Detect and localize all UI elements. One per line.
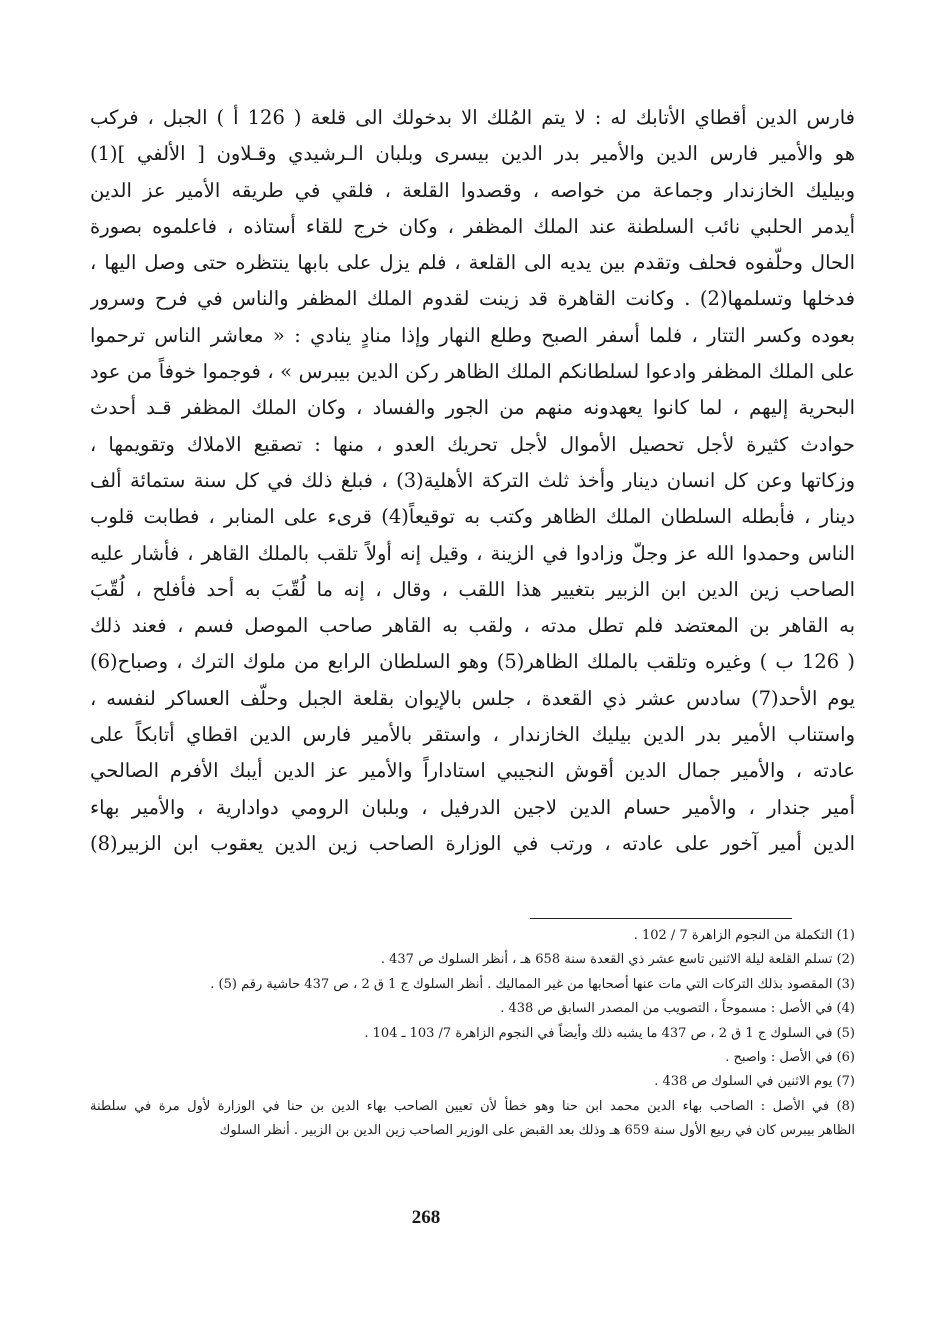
text-line: الحال وحلّفوه فحلف وتقدم بين يديه الى القلعة ، فلم يزل على بابها ينتظره حتى وصل اليها ، — [90, 251, 855, 275]
text-line: ( 126 ب ) وغيره وتلقب بالملك الظاهر(5) وهو السلطان الرابع من ملوك الترك ، وصباح(6) — [90, 650, 855, 674]
footnote-continuation: الظاهر بيبرس كان في ربيع الأول سنة 659 هـ وذلك بعد القبض على الوزير الصاحب زين الدين بن الزبير . أنظر السلوك — [219, 1123, 855, 1139]
page-number: 268 — [411, 1207, 441, 1228]
footnote: (7) يوم الاثنين في السلوك ص 438 . — [654, 1074, 855, 1090]
footnote: (8) في الأصل : الصاحب بهاء الدين محمد ابن حنا وهو خطأ لأن تعيين الصاحب بهاء الدين بن حنا في الوزارة لأول مرة في سلطنة — [90, 1098, 855, 1114]
text-line: فدخلها وتسلمها(2) . وكانت القاهرة قد زينت لقدوم الملك المظفر والناس في فرح وسرور — [90, 287, 855, 311]
text-line: على الملك المظفر وادعوا لسلطانكم الملك الظاهر ركن الدين بيبرس » ، فوجموا خوفاً من عود — [90, 360, 855, 384]
footnote: (6) في الأصل : واصبح . — [725, 1049, 855, 1065]
main-text — [90, 100, 855, 862]
text-line: واستناب الأمير بدر الدين بيليك الخازندار ، واستقر بالأمير فارس الدين اقطاي أتابكاً على — [90, 723, 855, 747]
text-line: فارس الدين أقطاي الأتابك له : لا يتم المُلك الا بدخولك الى قلعة ( 126 أ ) الجبل ، فركب — [90, 106, 855, 129]
text-line: الناس وحمدوا الله عز وجلّ وزادوا في الزينة ، وقيل إنه أولاً تلقب بالملك القاهر ، فأشار عليه — [90, 541, 855, 565]
text-line: دينار ، فأبطله السلطان الملك الظاهر وكتب به توقيعاً(4) قرىء على المنابر ، فطابت قلوب — [90, 505, 855, 529]
text-line: وبيليك الخازندار وجماعة من خواصه ، وقصدوا القلعة ، فلقي في طريقه الأمير عز الدين — [90, 178, 855, 202]
footnote: (5) في السلوك ج 1 ق 2 ، ص 437 ما يشبه ذلك وأيضاً في النجوم الزاهرة 7/ 103 ـ 104 . — [364, 1025, 855, 1041]
footnote: (2) تسلم القلعة ليلة الاثنين تاسع عشر ذي القعدة سنة 658 هـ ، أنظر السلوك ص 437 . — [380, 952, 855, 968]
text-line: حوادث كثيرة لأجل تحصيل الأموال لأجل تحريك العدو ، منها : تصقيع الاملاك وتقويمها ، — [90, 432, 855, 456]
footnote: (3) المقصود بذلك التركات التي مات عنها أصحابها من غير المماليك . أنظر السلوك ج 1 ق 2 ، ص 437 حاشية رقم (5) . — [210, 976, 855, 992]
text-line: به القاهر بن المعتضد فلم تطل مدته ، ولقب به القاهر صاحب الموصل فسم ، فعند ذلك — [90, 614, 855, 638]
text-line: عادته ، والأمير جمال الدين أقوش النجيبي استاداراً والأمير عز الدين أيبك الأفرم الصالحي — [90, 759, 855, 783]
text-line: البحرية إليهم ، لما كانوا يعهدونه منهم من الجور والفساد ، وكان الملك المظفر قـد أحدث — [90, 396, 855, 420]
text-line: وزكاتها وعن كل انسان دينار وأخذ ثلث التركة الأهلية(3) ، فبلغ ذلك في كل سنة ستمائة ألف — [90, 468, 855, 492]
text-line: الدين أمير آخور على عادته ، ورتب في الوزارة الصاحب زين الدين يعقوب ابن الزبير(8) — [90, 831, 855, 855]
footnotes — [90, 924, 855, 1144]
text-line: بعوده وكسر التتار ، فلما أسفر الصبح وطلع النهار وإذا منادٍ ينادي : « معاشر الناس ترحموا — [90, 323, 855, 347]
text-line: أيدمر الحلبي نائب السلطنة عند الملك المظفر ، وكان خرج للقاء أستاذه ، فاعلموه بصورة — [90, 214, 855, 238]
footnote: (4) في الأصل : مسموحاً ، التصويب من المصدر السابق ص 438 . — [500, 1001, 855, 1017]
text-line: يوم الأحد(7) سادس عشر ذي القعدة ، جلس بالإيوان بقلعة الجبل وحلّف العساكر لنفسه ، — [90, 686, 855, 710]
footnote-separator — [530, 918, 792, 919]
text-line: أمير جندار ، والأمير حسام الدين لاجين الدرفيل ، وبلبان الرومي دوادارية ، والأمير بهاء — [90, 795, 855, 819]
text-line: الصاحب زين الدين ابن الزبير بتغيير هذا اللقب ، وقال ، إنه ما لُقّبَ به أحد فأفلح ، لُقّبَ — [90, 577, 855, 601]
footnote: (1) التكملة من النجوم الزاهرة 7 / 102 . — [633, 928, 855, 943]
text-line: هو والأمير فارس الدين والأمير بدر الدين بيسرى وبلبان الـرشيدي وقـلاون [ الألفي ](1) — [90, 142, 855, 166]
